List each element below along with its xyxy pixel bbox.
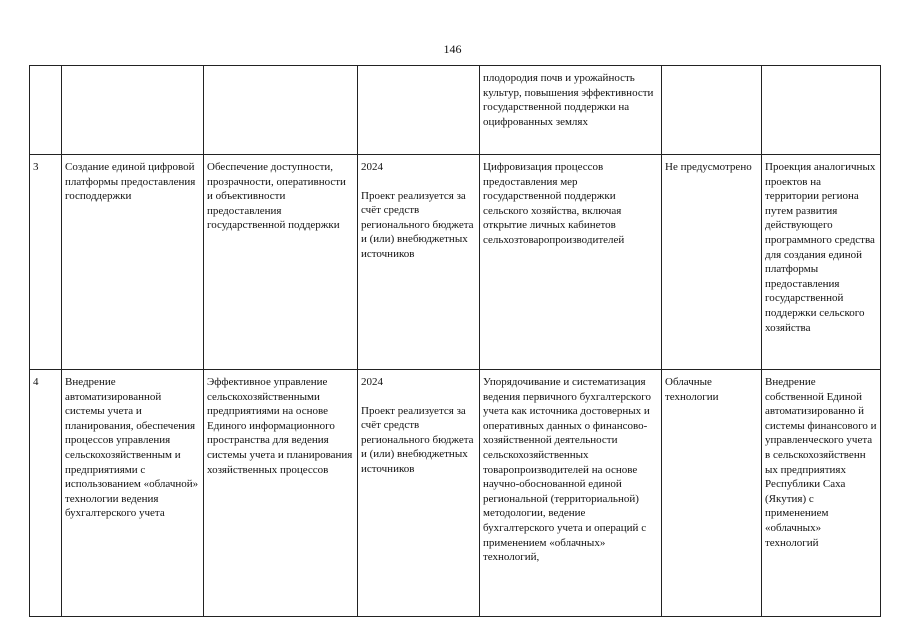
table-row [30,66,881,155]
row-number-cell [30,66,62,155]
project-goal-cell [204,66,358,155]
technology-cell: Облачные технологии [662,370,762,617]
row-number-cell: 3 [30,155,62,370]
technology-cell: Не предусмотрено [662,155,762,370]
period-funding-cell [358,66,480,155]
period-text: 2024 [361,376,383,388]
table-row [30,370,881,617]
table-row [30,155,881,370]
project-goal-cell: Обеспечение доступности, прозрачности, оперативности и объективности предоставления государственной поддержки [204,155,358,370]
funding-text: Проект реализуется за счёт средств регионального бюджета и (или) внебюджетных источников [361,404,474,475]
effect-cell: плодородия почв и урожайность культур, повышения эффективности государственной поддержки на оцифрованных землях [480,66,662,155]
effect-cell: Упорядочивание и систематизация ведения первичного бухгалтерского учета как источника достоверных и оперативных данных о финансово-хозяйственной деятельности сельскохозяйственных товаропроизводителей на основе научно-обоснованной единой региональной (территориальной) методологии, ведение бухгалтерского учета и операций с применением «облачных» технологий, [480,370,662,617]
funding-text: Проект реализуется за счёт средств регионального бюджета и (или) внебюджетных источников [361,189,474,260]
project-name-cell: Внедрение автоматизированной системы учета и планирования, обеспечения процессов управления сельскохозяйственным и предприятиями с использованием «облачной» технологии ведения бухгалтерского учета [62,370,204,617]
project-goal-cell: Эффективное управление сельскохозяйственными предприятиями на основе Единого информационного пространства для ведения системы учета и планирования хозяйственных процессов [204,370,358,617]
analog-cell: Проекция аналогичных проектов на территории региона путем развития действующего программного средства для создания единой платформы предоставления государственной поддержки сельского хозяйства [762,155,881,370]
analog-cell [762,66,881,155]
effect-cell: Цифровизация процессов предоставления мер государственной поддержки сельского хозяйства, включая открытие личных кабинетов сельхозтоваропроизводителей [480,155,662,370]
technology-cell [662,66,762,155]
period-funding-cell [358,370,480,617]
project-name-cell: Создание единой цифровой платформы предоставления господдержки [62,155,204,370]
project-name-cell [62,66,204,155]
period-funding-cell [358,155,480,370]
page-number: 146 [443,42,462,56]
period-text: 2024 [361,161,383,173]
analog-cell: Внедрение собственной Единой автоматизированно й системы финансового и управленческого учета в сельскохозяйственн ых предприятиях Республики Саха (Якутия) с применением «облачных» технологий [762,370,881,617]
projects-table [29,65,881,617]
row-number-cell: 4 [30,370,62,617]
